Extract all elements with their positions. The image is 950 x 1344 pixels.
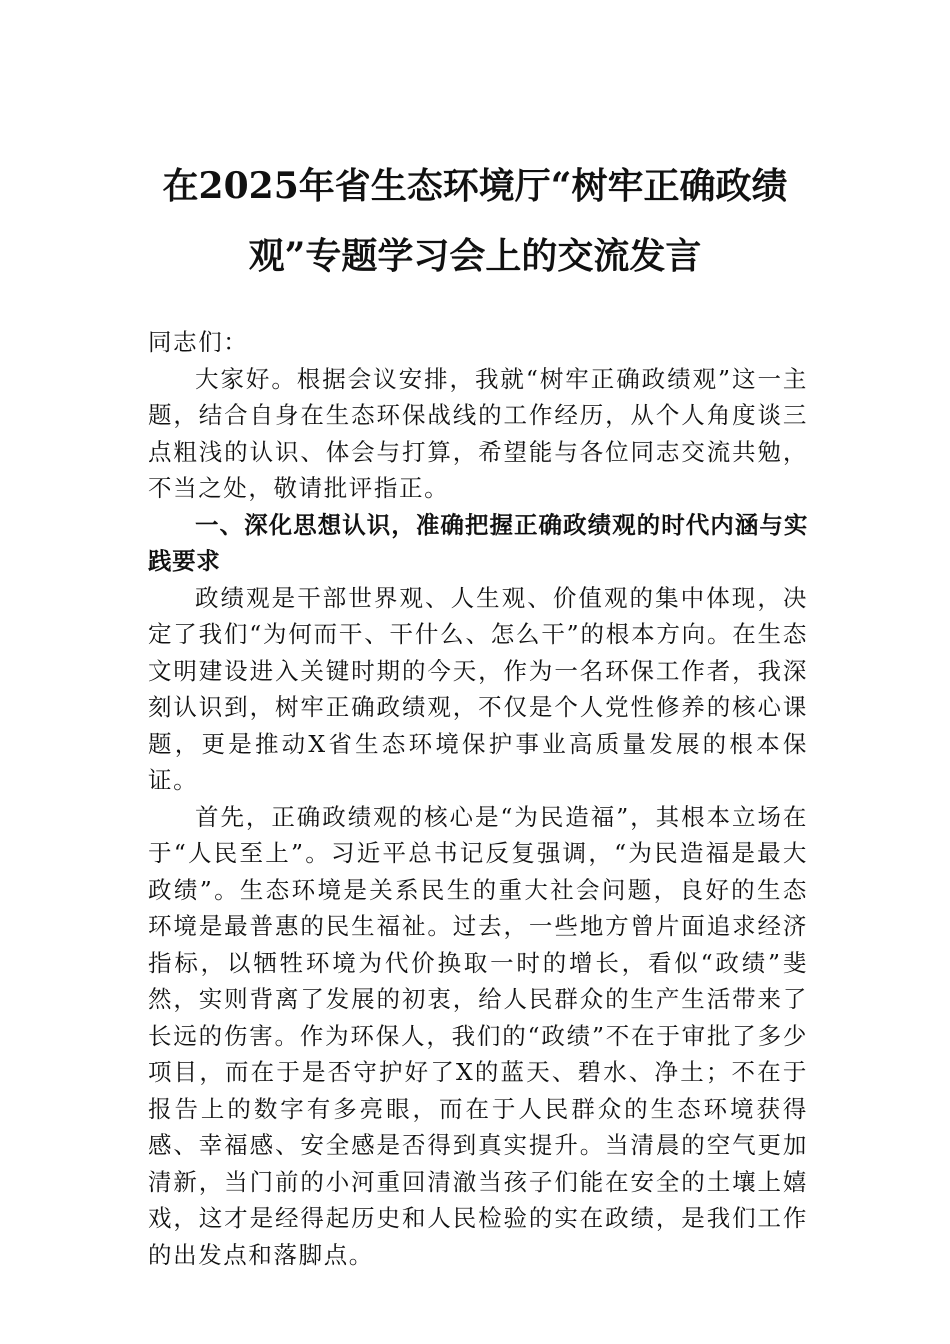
salutation: 同志们： — [148, 328, 249, 356]
document-body — [148, 324, 808, 1273]
section-1-paragraph-1: 政绩观是干部世界观、人生观、价值观的集中体现，决定了我们“为何而干、干什么、怎么干”的根本方向。在生态文明建设进入关键时期的今天，作为一名环保工作者，我深刻认识到，树牢正确政绩观，不仅是个人党性修养的核心课题，更是推动X省生态环境保护事业高质量发展的根本保证。 — [148, 583, 808, 794]
section-1-heading: 一、深化思想认识，准确把握正确政绩观的时代内涵与实践要求 — [148, 510, 808, 575]
section-1-paragraph-2: 首先，正确政绩观的核心是“为民造福”，其根本立场在于“人民至上”。习近平总书记反复强调，“为民造福是最大政绩”。生态环境是关系民生的重大社会问题，良好的生态环境是最普惠的民生福祉。过去，一些地方曾片面追求经济指标，以牺牲环境为代价换取一时的增长，看似“政绩”斐然，实则背离了发展的初衷，给人民群众的生产生活带来了长远的伤害。作为环保人，我们的“政绩”不在于审批了多少项目，而在于是否守护好了X的蓝天、碧水、净土；不在于报告上的数字有多亮眼，而在于人民群众的生态环境获得感、幸福感、安全感是否得到真实提升。当清晨的空气更加清新，当门前的小河重回清澈当孩子们能在安全的土壤上嬉戏，这才是经得起历史和人民检验的实在政绩，是我们工作的出发点和落脚点。 — [148, 802, 808, 1269]
document-title-line-2: 观”专题学习会上的交流发言 — [248, 235, 702, 277]
document-title-line-1: 在2025年省生态环境厅“树牢正确政绩 — [162, 165, 788, 207]
intro-paragraph: 大家好。根据会议安排，我就“树牢正确政绩观”这一主题，结合自身在生态环保战线的工作经历，从个人角度谈三点粗浅的认识、体会与打算，希望能与各位同志交流共勉，不当之处，敬请批评指正。 — [148, 364, 808, 502]
